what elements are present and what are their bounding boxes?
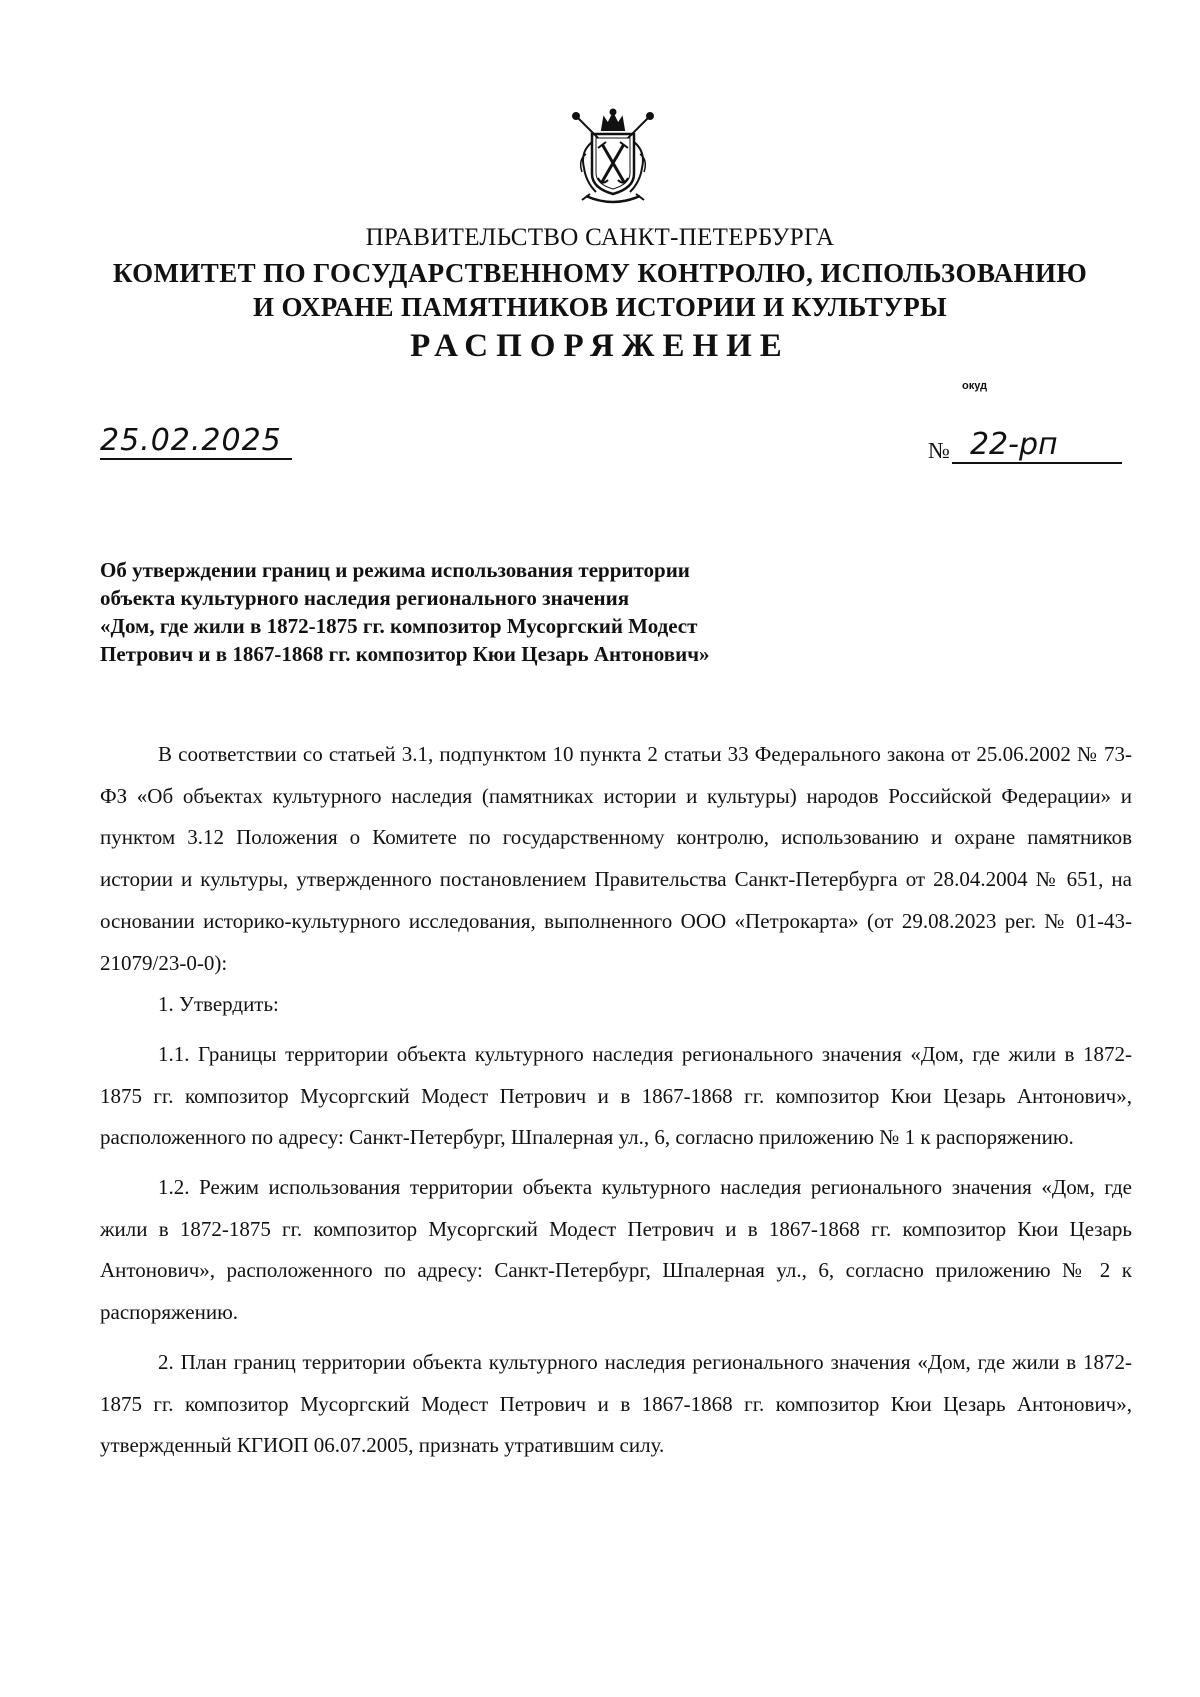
- subject-line: Об утверждении границ и режима использования территории: [100, 558, 690, 582]
- body-paragraph-preamble: В соответствии со статьей 3.1, подпунктом 10 пункта 2 статьи 33 Федерального закона от 25.06.2002 № 73-ФЗ «Об объектах культурного наследия (памятниках истории и культуры) народов Российской Федерации» и пунктом 3.12 Положения о Комитете по государственному контролю, использованию и охране памятников истории и культуры, утвержденного постановлением Правительства Санкт-Петербурга от 28.04.2004 № 651, на основании историко-культурного исследования, выполненного ООО «Петрокарта» (от 29.08.2023 рег. № 01-43-21079/23-0-0):: [100, 742, 1132, 975]
- body-paragraph-1: 1. Утвердить:: [158, 992, 279, 1017]
- committee-name-line1: КОМИТЕТ ПО ГОСУДАРСТВЕННОМУ КОНТРОЛЮ, ИСПОЛЬЗОВАНИЮ: [112, 258, 1088, 288]
- subject-line: «Дом, где жили в 1872-1875 гг. композитор Мусоргский Модест: [100, 614, 698, 638]
- document-date: 25.02.2025: [100, 424, 292, 460]
- body-paragraph-2: 2. План границ территории объекта культурного наследия регионального значения «Дом, где жили в 1872-1875 гг. композитор Мусоргский Модест Петрович и в 1867-1868 гг. композитор Кюи Цезарь Антонович», утвержденный КГИОП 06.07.2005, признать утратившим силу.: [100, 1349, 1132, 1458]
- committee-name-line2: И ОХРАНЕ ПАМЯТНИКОВ ИСТОРИИ И КУЛЬТУРЫ: [252, 292, 947, 322]
- coat-of-arms-icon: [570, 108, 656, 212]
- government-name: ПРАВИТЕЛЬСТВО САНКТ-ПЕТЕРБУРГА: [365, 224, 835, 251]
- body-paragraph-1-2: 1.2. Режим использования территории объекта культурного наследия регионального значения «Дом, где жили в 1872-1875 гг. композитор Мусоргский Модест Петрович и в 1867-1868 гг. композитор Кюи Цезарь Антонович», расположенного по адресу: Санкт-Петербург, Шпалерная ул., 6, согласно приложению № 2 к распоряжению.: [100, 1175, 1132, 1325]
- body-paragraph-1-1: 1.1. Границы территории объекта культурного наследия регионального значения «Дом, где жили в 1872-1875 гг. композитор Мусоргский Модест Петрович и в 1867-1868 гг. композитор Кюи Цезарь Антонович», расположенного по адресу: Санкт-Петербург, Шпалерная ул., 6, согласно приложению № 1 к распоряжению.: [100, 1041, 1132, 1150]
- document-number: [928, 428, 1122, 464]
- document-type: РАСПОРЯЖЕНИЕ: [410, 328, 790, 364]
- number-value: 22-рп: [952, 428, 1122, 464]
- document-subject: [100, 556, 860, 668]
- number-sign: №: [928, 438, 950, 463]
- committee-name: [0, 256, 1200, 324]
- document-body: [100, 734, 1132, 1467]
- subject-line: Петрович и в 1867-1868 гг. композитор Кюи Цезарь Антонович»: [100, 642, 710, 666]
- subject-line: объекта культурного наследия регионального значения: [100, 586, 630, 610]
- okud-label: окуд: [962, 380, 988, 392]
